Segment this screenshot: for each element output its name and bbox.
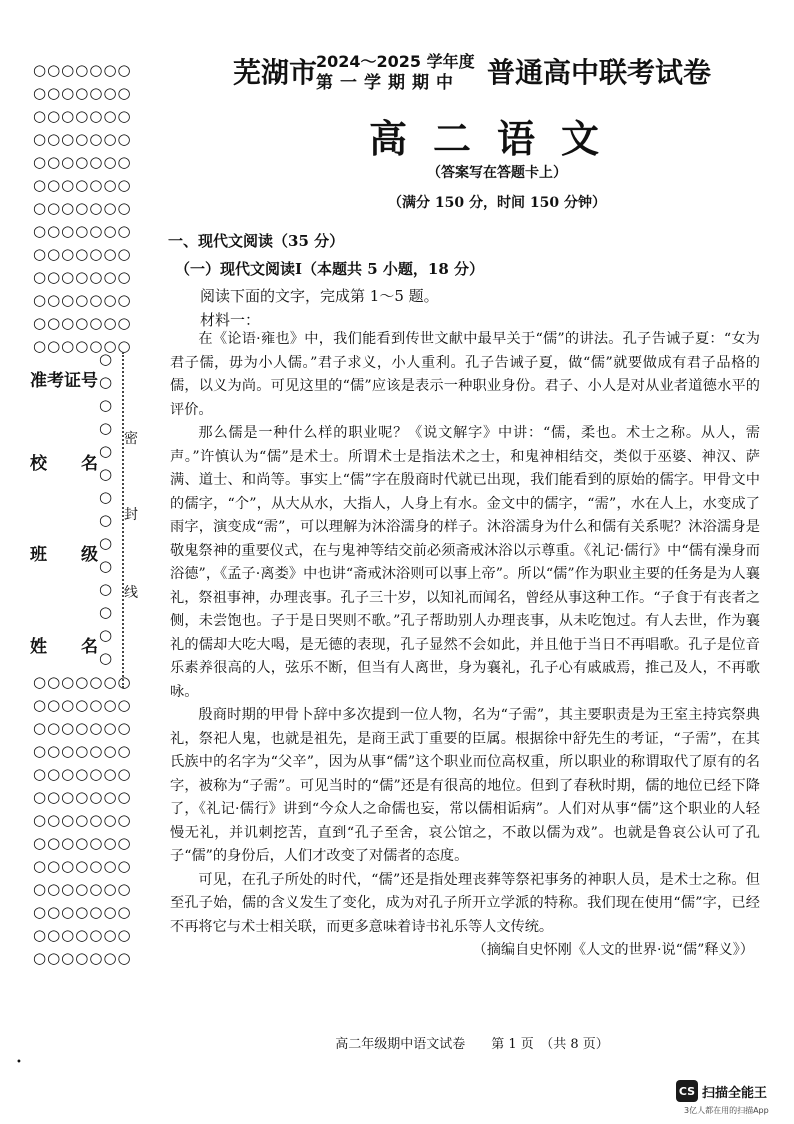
answer-note: （答案写在答题卡上） xyxy=(427,165,567,181)
circle-row: ○○○○○○○ xyxy=(33,61,132,79)
circle-row: ○○○○○○○ xyxy=(33,245,132,263)
school-label: 校 名 xyxy=(30,454,98,474)
section-heading: 一、现代文阅读（35 分） xyxy=(168,232,345,250)
paragraph: 可见，在孔子所处的时代，“儒”还是指处理丧葬等祭祀事务的神职人员，是术士之称。但至孔子始，儒的含义发生了变化，成为对孔子所开立学派的特称。我们现在使用“儒”字，已经不再将它与术士相关联，而更多意味着诗书礼乐等人文传统。 xyxy=(170,871,760,935)
seal-char: 密 xyxy=(124,431,138,447)
exam-name: 普通高中联考试卷 xyxy=(487,56,712,89)
exam-city: 芜湖市 xyxy=(233,56,318,89)
circle: ○ xyxy=(99,511,113,529)
scanner-watermark xyxy=(676,1080,767,1102)
circle-row: ○○○○○○○ xyxy=(33,926,132,944)
circle-row: ○○○○○○○ xyxy=(33,673,132,691)
page-footer: 高二年级期中语文试卷 第 1 页 （共 8 页） xyxy=(335,1037,609,1052)
page-title: 高二语文 xyxy=(368,117,625,161)
paragraph: 殷商时期的甲骨卜辞中多次提到一位人物，名为“子需”，其主要职责是为王室主持宾祭典礼，祭祀人鬼，也就是祖先，是商王武丁重要的臣属。根据徐中舒先生的考证，“子需”，在其氏族中的名字为“父辛”，因为从事“儒”这个职业而位高权重，所以职业的称谓取代了原有的名字，被称为“子需”。可见当时的“儒”还是有很高的地位。但到了春秋时期，儒的地位已经下降了，《礼记·儒行》讲到“今众人之命儒也妄，常以儒相诟病”。人们对从事“儒”这个职业的人轻慢无礼，并讥刺挖苦，直到“孔子至舍，哀公馆之，不敢以儒为戏”。也就是鲁哀公认可了孔子“儒”的身份后，人们才改变了对儒者的态度。 xyxy=(170,707,760,864)
circle: ○ xyxy=(99,350,113,368)
circle: ○ xyxy=(99,465,113,483)
class-label: 班 级 xyxy=(30,545,98,565)
circle-row: ○○○○○○○ xyxy=(33,719,132,737)
circle-row: ○○○○○○○ xyxy=(33,696,132,714)
circle-row: ○○○○○○○ xyxy=(33,880,132,898)
circle: ○ xyxy=(99,419,113,437)
subsection-heading: （一）现代文阅读Ⅰ（本题共 5 小题，18 分） xyxy=(175,260,484,278)
circle-row: ○○○○○○○ xyxy=(33,153,132,171)
circle: ○ xyxy=(99,649,113,667)
circle: ○ xyxy=(99,488,113,506)
circle-row: ○○○○○○○ xyxy=(33,811,132,829)
circle: ○ xyxy=(99,603,113,621)
circle-row: ○○○○○○○ xyxy=(33,176,132,194)
scanner-app-icon: CS xyxy=(676,1080,698,1102)
circle-row: ○○○○○○○ xyxy=(33,268,132,286)
instruction: 阅读下面的文字，完成第 1～5 题。 xyxy=(200,287,439,305)
seal-char: 线 xyxy=(124,585,138,601)
circle: ○ xyxy=(99,396,113,414)
exam-number-label: 准考证号 xyxy=(30,371,98,391)
circle-row: ○○○○○○○ xyxy=(33,949,132,967)
circle-row: ○○○○○○○ xyxy=(33,314,132,332)
name-label: 姓 名 xyxy=(30,637,98,657)
scanner-app-name: 扫描全能王 xyxy=(702,1085,768,1101)
exam-year: 2024～2025 学年度 xyxy=(316,52,475,71)
circle-row: ○○○○○○○ xyxy=(33,788,132,806)
reading-passage xyxy=(170,328,760,963)
circle: ○ xyxy=(99,626,113,644)
circle-row: ○○○○○○○ xyxy=(33,903,132,921)
circle: ○ xyxy=(99,534,113,552)
scanner-tagline: 3亿人都在用的扫描App xyxy=(684,1106,769,1115)
circle: ○ xyxy=(99,373,113,391)
circle-row: ○○○○○○○ xyxy=(33,765,132,783)
score-time: （满分 150 分，时间 150 分钟） xyxy=(388,195,606,211)
circle-row: ○○○○○○○ xyxy=(33,834,132,852)
paragraph: 那么儒是一种什么样的职业呢？《说文解字》中讲：“儒，柔也。术士之称。从人，需声。”许慎认为“儒”是术士。所谓术士是指法术之士，和鬼神相结交，类似于巫婆、神汉、萨满、道士、和尚等。事实上“儒”字在殷商时代就已出现，我们能看到的原始的儒字。甲骨文中的儒字，“𠆤”，从大从水，大指人，人身上有水。金文中的儒字，“需”，水在人上，水变成了雨字，演变成“需”，可以理解为沐浴濡身的样子。沐浴濡身为什么和儒有关系呢？沐浴濡身是敬鬼祭神的重要仪式，在与鬼神等结交前必须斋戒沐浴以示尊重。《礼记·儒行》中“儒有澡身而浴德”，《孟子·离娄》中也讲“斋戒沐浴则可以事上帝”。所以“儒”作为职业主要的任务是为人襄礼，祭祖事神，办理丧事。孔子三十岁，以知礼而闻名，曾经从事这种工作。“子食于有丧者之侧，未尝饱也。子于是日哭则不歌。”孔子帮助别人办理丧事，从未吃饱过。有人去世，作为襄礼的儒却大吃大喝，是无德的表现，孔子显然不会如此，并且他于当日不再唱歌。孔子是位音乐素养很高的人，弦乐不断，但当有人离世，身为襄礼，孔子心有戚戚焉，推己及人，不再歌咏。 xyxy=(170,425,760,700)
circle: ○ xyxy=(99,442,113,460)
seal-char: 封 xyxy=(124,507,138,523)
circle-row: ○○○○○○○ xyxy=(33,857,132,875)
circle-row: ○○○○○○○ xyxy=(33,199,132,217)
circle: ○ xyxy=(99,557,113,575)
circle-row: ○○○○○○○ xyxy=(33,222,132,240)
circle-row: ○○○○○○○ xyxy=(33,291,132,309)
circle: ○ xyxy=(99,580,113,598)
circle-row: ○○○○○○○ xyxy=(33,742,132,760)
scan-speck: • xyxy=(16,1057,22,1068)
paragraph: 在《论语·雍也》中，我们能看到传世文献中最早关于“儒”的讲法。孔子告诫子夏：“女为君子儒，毋为小人儒。”君子求义，小人重利。孔子告诫子夏，做“儒”就要做成有君子品格的儒，以义为尚。可见这里的“儒”应该是表示一种职业身份。君子、小人是对从业者道德水平的评价。 xyxy=(170,331,760,418)
circle-row: ○○○○○○○ xyxy=(33,130,132,148)
circle-row: ○○○○○○○ xyxy=(33,107,132,125)
circle-row: ○○○○○○○ xyxy=(33,84,132,102)
exam-term: 第一学期期中 xyxy=(316,73,460,93)
circle-row: ○○○○○○○ xyxy=(33,337,132,355)
material-label: 材料一： xyxy=(200,311,261,329)
source-citation: （摘编自史怀刚《人文的世界·说“儒”释义》） xyxy=(472,942,754,958)
